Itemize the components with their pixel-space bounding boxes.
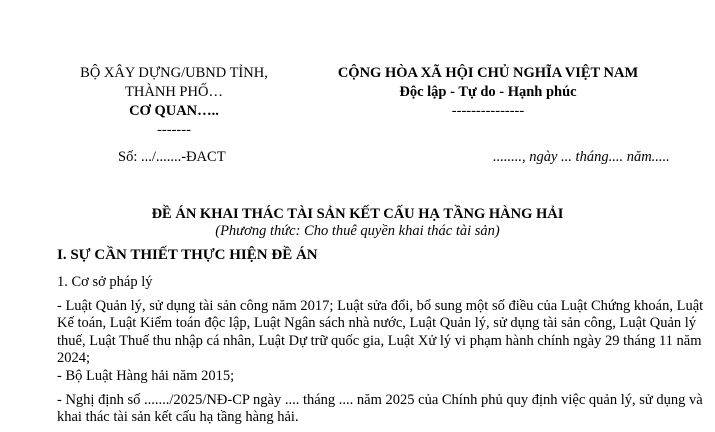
motto-divider: ---------------: [451, 103, 525, 119]
legal-basis-paragraph-2: - Bộ Luật Hàng hải năm 2015;: [57, 368, 235, 384]
national-motto-header: [318, 64, 658, 121]
agency-line-1: BỘ XÂY DỰNG/UBND TỈNH,: [80, 65, 268, 81]
legal-basis-paragraph-3: - Nghị định số ......./2025/NĐ-CP ngày .... tháng .... năm 2025 của Chính phủ quy định việc quản lý, sử dụng và khai thác tài sản kết cấu hạ tầng hàng hải.: [57, 392, 703, 426]
section-heading: I. SỰ CẦN THIẾT THỰC HIỆN ĐỀ ÁN: [57, 247, 318, 263]
national-motto: Độc lập - Tự do - Hạnh phúc: [399, 84, 577, 100]
document-title: ĐỀ ÁN KHAI THÁC TÀI SẢN KẾT CẤU HẠ TẦNG HÀNG HẢI: [151, 206, 564, 222]
title-block: [0, 205, 715, 240]
sub-heading: 1. Cơ sở pháp lý: [57, 274, 153, 290]
agency-name: CƠ QUAN…..: [129, 103, 219, 119]
issuing-agency-header: [40, 64, 308, 140]
agency-divider: -------: [157, 122, 191, 138]
document-subtitle: (Phương thức: Cho thuê quyền khai thác tài sản): [215, 223, 500, 239]
country-name: CỘNG HÒA XÃ HỘI CHỦ NGHĨA VIỆT NAM: [337, 65, 639, 81]
legal-basis-paragraph-1: - Luật Quản lý, sử dụng tài sản công năm 2017; Luật sửa đổi, bổ sung một số điều của Luật Chứng khoán, Luật Kế toán, Luật Kiểm toán độc lập, Luật Ngân sách nhà nước, Luật Quản lý, sử dụng tài sản công, Luật Quản lý thuế, Luật Thuế thu nhập cá nhân, Luật Dự trữ quốc gia, Luật Xử lý vi phạm hành chính ngày 29 tháng 11 năm 2024;: [57, 298, 704, 367]
agency-line-2: THÀNH PHỐ…: [125, 84, 223, 100]
document-date: ........, ngày ... tháng.... năm.....: [493, 149, 670, 165]
document-number: Số: .../.......-ĐACT: [118, 149, 226, 165]
